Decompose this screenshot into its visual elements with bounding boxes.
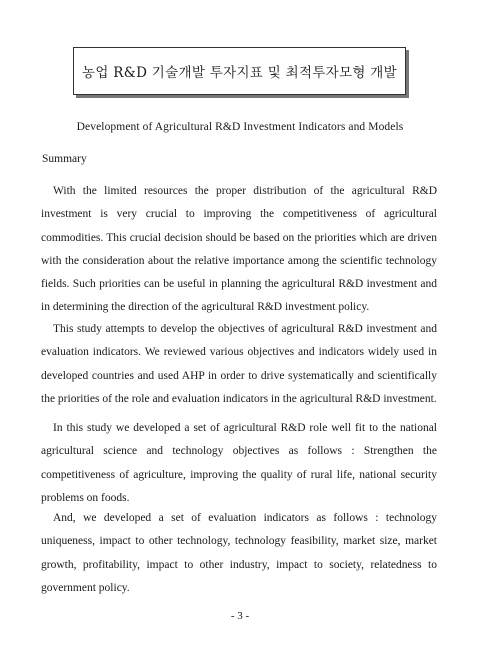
summary-heading: Summary xyxy=(42,153,87,165)
page-number: - 3 - xyxy=(230,610,250,622)
korean-title-box xyxy=(73,47,406,95)
summary-paragraph-1: With the limited resources the proper distribution of the agricultural R&D investment is very crucial to improving the competitiveness of agricultural commodities. This crucial decision should be based on the priorities which are driven with the consideration about the relative importance among the scientific technology fields. Such priorities can be useful in planning the agricultural R&D investment and in determining the direction of the agricultural R&D investment policy. xyxy=(41,185,437,314)
korean-title: 농업 R&D 기술개발 투자지표 및 최적투자모형 개발 xyxy=(82,65,397,81)
summary-paragraph-2: This study attempts to develop the objectives of agricultural R&D investment and evaluation indicators. We reviewed various objectives and indicators widely used in developed countries and used AHP in order to drive systematically and scientifically the priorities of the role and evaluation indicators in the agricultural R&D investment. xyxy=(41,323,437,405)
summary-paragraph-3: In this study we developed a set of agricultural R&D role well fit to the national agricultural science and technology objectives as follows : Strengthen the competitiveness of agriculture, improving the quality of rural life, national security problems on foods. xyxy=(41,422,437,504)
english-title: Development of Agricultural R&D Investment Indicators and Models xyxy=(76,121,404,133)
summary-paragraph-4: And, we developed a set of evaluation indicators as follows : technology uniqueness, impact to other technology, technology feasibility, market size, market growth, profitability, impact to other industry, impact to society, relatedness to government policy. xyxy=(41,512,437,594)
